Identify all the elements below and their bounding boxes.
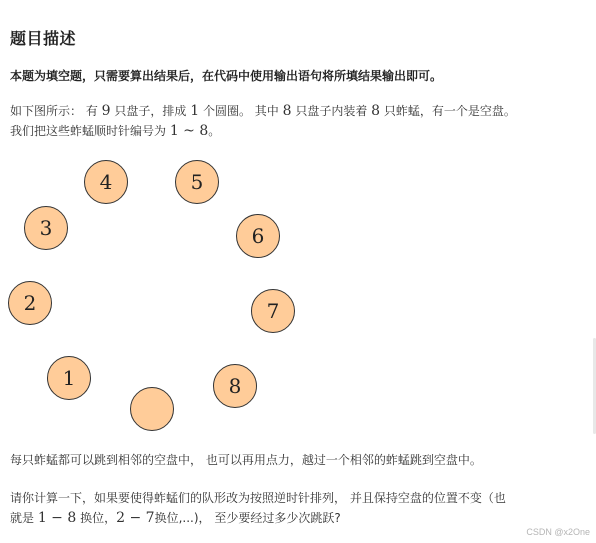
plate-2: 2 bbox=[8, 281, 52, 325]
plate-4: 4 bbox=[84, 160, 128, 204]
jump-rule-paragraph: 每只蚱蜢都可以跳到相邻的空盘中， 也可以再用点力，越过一个相邻的蚱蜢跳到空盘中。 bbox=[10, 453, 482, 467]
plate-3: 3 bbox=[24, 206, 68, 250]
para1-line2-text-b: 。 bbox=[208, 124, 221, 138]
para1-text-a: 如下图所示： 有 bbox=[10, 104, 102, 118]
question-paragraph bbox=[10, 488, 590, 528]
question-swap-1-8: 1 − 8 bbox=[37, 510, 77, 526]
fill-in-note: 本题为填空题，只需要算出结果后，在代码中使用输出语句将所填结果输出即可。 bbox=[10, 69, 443, 83]
para1-range: 1 ~ 8 bbox=[169, 123, 209, 139]
plate-6: 6 bbox=[236, 214, 280, 258]
question-text-b: 换位， bbox=[76, 511, 117, 525]
section-title: 题目描述 bbox=[10, 29, 77, 48]
question-line1: 请你计算一下，如果要使得蚱蜢们的队形改为按照逆时针排列， 并且保持空盘的位置不变（也 bbox=[10, 491, 506, 505]
question-text-a: 就是 bbox=[10, 511, 38, 525]
para1-text-d: 只盘子内装着 bbox=[291, 104, 372, 118]
para1-num-filled: 8 bbox=[282, 103, 292, 119]
para1-text-c: 个圆圈。 其中 bbox=[199, 104, 283, 118]
csdn-watermark: CSDN @x2One bbox=[526, 527, 590, 537]
question-swap-2-7: 2 − 7 bbox=[116, 510, 155, 526]
plate-7: 7 bbox=[251, 289, 295, 333]
plate-5: 5 bbox=[175, 160, 219, 204]
para1-line2-text-a: 我们把这些蚱蜢顺时针编号为 bbox=[10, 124, 170, 138]
description-paragraph bbox=[10, 101, 590, 141]
plates-diagram bbox=[0, 150, 320, 440]
para1-text-b: 只盘子，排成 bbox=[110, 104, 191, 118]
para1-text-e: 只蚱蜢，有一个是空盘。 bbox=[380, 104, 516, 118]
plate-1: 1 bbox=[47, 356, 91, 400]
para1-num-plates: 9 bbox=[101, 103, 111, 119]
para1-num-grasshoppers: 8 bbox=[371, 103, 381, 119]
para1-num-circle: 1 bbox=[190, 103, 200, 119]
plate-8: 8 bbox=[213, 364, 257, 408]
plate-empty bbox=[130, 387, 174, 431]
question-text-c: 换位,...)， 至少要经过多少次跳跃? bbox=[154, 511, 341, 525]
